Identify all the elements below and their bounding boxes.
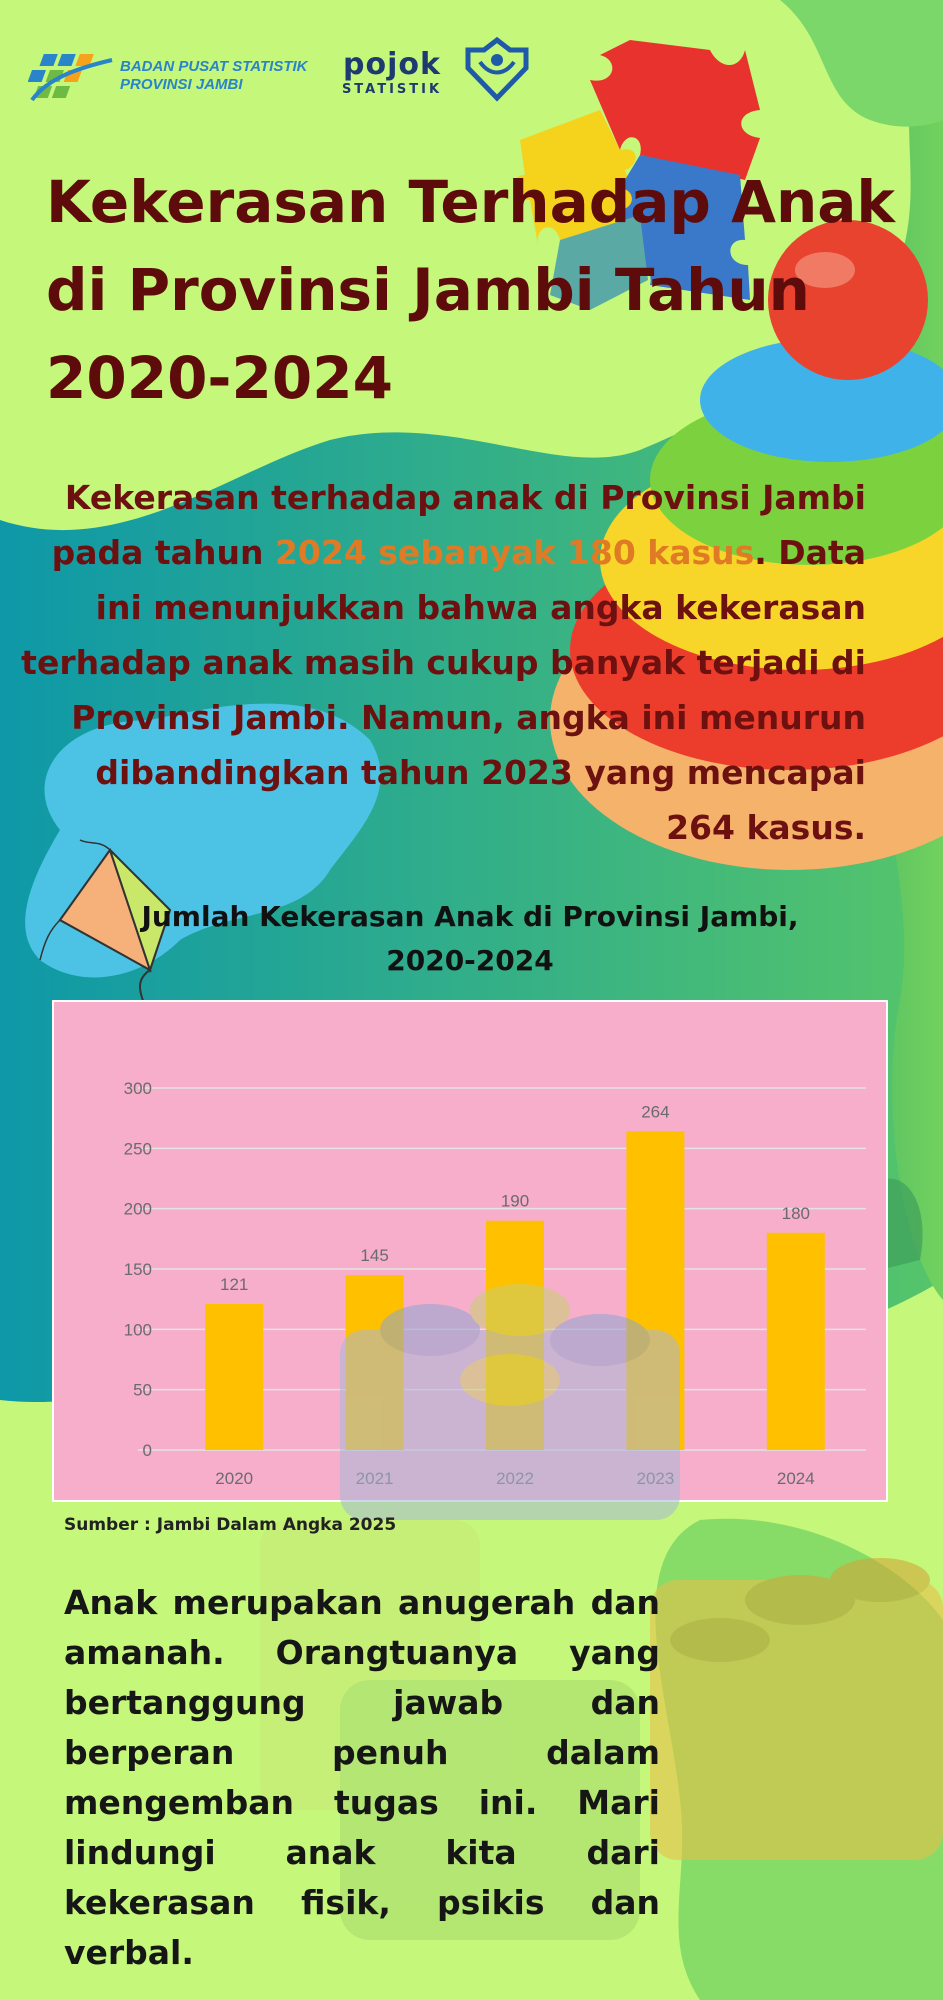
x-tick-label: 2024: [776, 1469, 815, 1488]
y-tick-label: 150: [123, 1260, 152, 1279]
intro-highlight: 2024 sebanyak 180 kasus: [274, 533, 755, 572]
bps-logo: [28, 48, 318, 120]
y-tick-label: 200: [123, 1199, 152, 1219]
intro-paragraph: [20, 470, 866, 855]
intro-text-1: Kekerasan terhadap anak di Provinsi Jambi pada tahun: [51, 478, 866, 572]
pojok-word: pojok: [343, 47, 441, 82]
y-tick-label: 300: [123, 1079, 152, 1098]
blue-emblem-icon: [460, 36, 534, 102]
chart-title: Jumlah Kekerasan Anak di Provinsi Jambi, 2020-2024: [141, 900, 799, 977]
bps-logo-line1: BADAN PUSAT STATISTIK: [120, 58, 308, 75]
bar: [767, 1233, 825, 1450]
y-tick-label: 0: [142, 1441, 152, 1460]
source-note: Sumber : Jambi Dalam Angka 2025: [64, 1515, 397, 1535]
lego-overlay-icon: [330, 1260, 700, 1520]
data-label: 145: [360, 1246, 389, 1266]
bps-logo-line2: PROVINSI JAMBI: [120, 76, 243, 93]
page-title: Kekerasan Terhadap Anak di Provinsi Jambi Tahun 2020-2024: [46, 168, 895, 412]
data-label: 180: [781, 1203, 810, 1223]
pojok-statistik-logo: [336, 48, 448, 108]
bps-logo-icon: [28, 48, 118, 120]
data-label: 121: [220, 1274, 249, 1294]
pojok-sub: STATISTIK: [341, 82, 443, 97]
intro-text-2: . Data ini menunjukkan bahwa angka kekerasan terhadap anak masih cukup banyak terjadi di Provinsi Jambi. Namun, angka ini menurun dibandingkan tahun 2023 yang mencapai 264 kasus.: [21, 533, 866, 847]
data-label: 190: [500, 1191, 530, 1211]
y-tick-label: 50: [133, 1380, 152, 1400]
data-label: 264: [641, 1102, 670, 1122]
y-tick-label: 250: [123, 1139, 152, 1159]
bar: [205, 1304, 263, 1450]
x-tick-label: 2020: [215, 1469, 254, 1488]
y-tick-label: 100: [123, 1320, 152, 1340]
closing-paragraph: Anak merupakan anugerah dan amanah. Orangtuanya yang bertanggung jawab dan berperan penuh dalam mengemban tugas ini. Mari lindungi anak kita dari kekerasan fisik, psikis dan verbal.: [64, 1583, 660, 1972]
